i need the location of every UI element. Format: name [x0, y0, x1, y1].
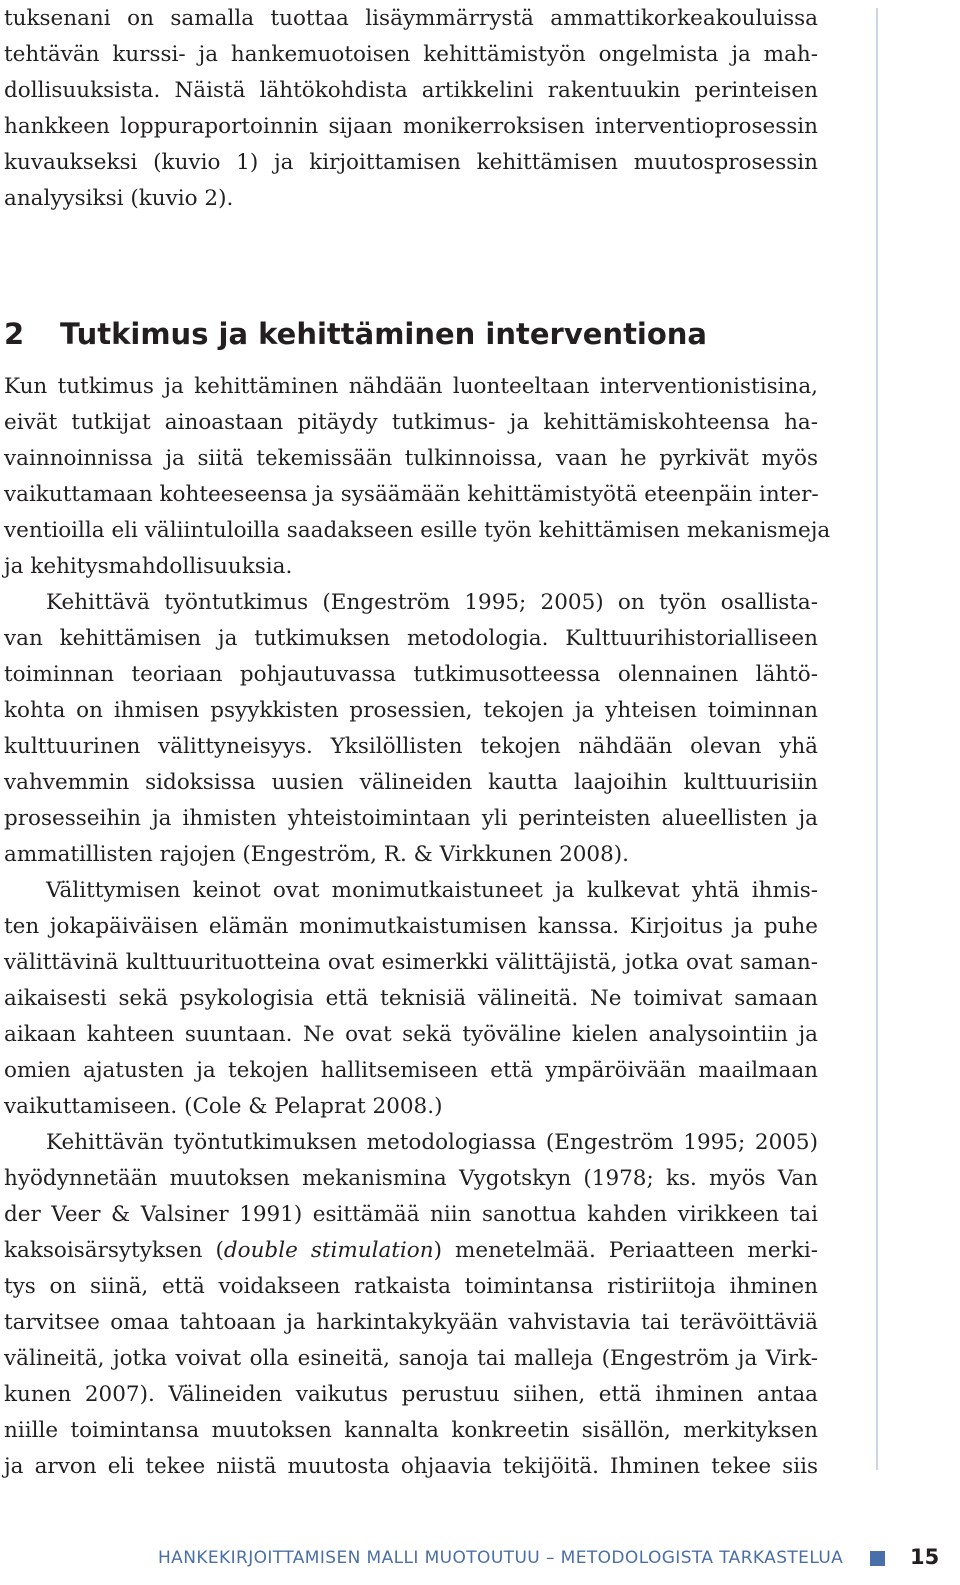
- text-line: ja kehitysmahdollisuuksia.: [4, 554, 293, 579]
- italic-term: double stimulation: [223, 1238, 434, 1263]
- section-number: 2: [4, 317, 25, 351]
- text-line: van kehittämisen ja tutkimuksen metodologia. Kulttuurihistorialliseen: [4, 626, 818, 651]
- text-line: der Veer & Valsiner 1991) esittämää niin sanottua kahden virikkeen tai: [4, 1202, 818, 1227]
- text-line: vainnoinnissa ja siitä tekemissään tulkinnoissa, vaan he pyrkivät myös: [4, 446, 818, 471]
- text-fragment: ) menetelmää. Periaatteen merki-: [433, 1238, 818, 1263]
- margin-rule: [876, 8, 878, 1470]
- text-line: eivät tutkijat ainoastaan pitäydy tutkimus- ja kehittämiskohteensa ha-: [4, 410, 818, 435]
- text-line: ventioilla eli väliintuloilla saadakseen esille työn kehittämisen mekanismeja: [4, 518, 831, 543]
- section-title: Tutkimus ja kehittäminen interventiona: [60, 317, 708, 351]
- section-heading: [4, 312, 707, 356]
- text-line: kunen 2007). Välineiden vaikutus perustuu siihen, että ihminen antaa: [4, 1382, 818, 1407]
- text-line: niille toimintansa muutoksen kannalta konkreetin sisällön, merkityksen: [4, 1418, 818, 1443]
- page-footer: [0, 1540, 960, 1580]
- text-fragment: kaksoisärsytyksen (: [4, 1238, 224, 1263]
- text-line: prosesseihin ja ihmisten yhteistoimintaan yli perinteisten alueellisten ja: [4, 806, 818, 831]
- text-line: Kehittävän työntutkimuksen metodologiassa (Engeström 1995; 2005): [46, 1130, 818, 1155]
- text-line: analyysiksi (kuvio 2).: [4, 186, 234, 211]
- text-line: tuksenani on samalla tuottaa lisäymmärrystä ammattikorkeakouluissa: [4, 6, 818, 31]
- text-line: ammatillisten rajojen (Engeström, R. & Virkkunen 2008).: [4, 842, 630, 867]
- text-line: Välittymisen keinot ovat monimutkaistuneet ja kulkevat yhtä ihmis-: [46, 878, 818, 903]
- text-line: ja arvon eli tekee niistä muutosta ohjaavia tekijöitä. Ihminen tekee siis: [4, 1454, 818, 1479]
- text-line: välittävinä kulttuurituotteina ovat esimerkki välittäjistä, jotka ovat saman-: [4, 950, 818, 975]
- text-line: vaikuttamaan kohteeseensa ja sysäämään kehittämistyötä eteenpäin inter-: [4, 482, 819, 507]
- running-title: HANKEKIRJOITTAMISEN MALLI MUOTOUTUU – METODOLOGISTA TARKASTELUA: [158, 1548, 844, 1568]
- text-line: aikaan kahteen suuntaan. Ne ovat sekä työväline kielen analysointiin ja: [4, 1022, 818, 1047]
- text-line: vaikuttamiseen. (Cole & Pelaprat 2008.): [4, 1094, 443, 1119]
- text-line: [4, 1233, 818, 1269]
- text-line: vahvemmin sidoksissa uusien välineiden kautta laajoihin kulttuurisiin: [4, 770, 818, 795]
- text-line: Kehittävä työntutkimus (Engeström 1995; 2005) on työn osallista-: [46, 590, 818, 615]
- text-line: tehtävän kurssi- ja hankemuotoisen kehittämistyön ongelmista ja mah-: [4, 42, 818, 67]
- text-line: tarvitsee omaa tahtoaan ja harkintakykyään vahvistavia tai terävöittäviä: [4, 1310, 818, 1335]
- text-line: ten jokapäiväisen elämän monimutkaistumisen kanssa. Kirjoitus ja puhe: [4, 914, 818, 939]
- text-line: kohta on ihmisen psyykkisten prosessien, tekojen ja yhteisen toiminnan: [4, 698, 818, 723]
- text-line: omien ajatusten ja tekojen hallitsemiseen että ympäröivään maailmaan: [4, 1058, 818, 1083]
- text-line: välineitä, jotka voivat olla esineitä, sanoja tai malleja (Engeström ja Virk-: [4, 1346, 818, 1371]
- text-line: kulttuurinen välittyneisyys. Yksilöllisten tekojen nähdään olevan yhä: [4, 734, 818, 759]
- page-number: 15: [910, 1545, 940, 1569]
- text-line: aikaisesti sekä psykologisia että teknisiä välineitä. Ne toimivat samaan: [4, 986, 818, 1011]
- text-line: tys on siinä, että voidakseen ratkaista toimintansa ristiriitoja ihminen: [4, 1274, 818, 1299]
- text-line: Kun tutkimus ja kehittäminen nähdään luonteeltaan interventionistisina,: [4, 374, 818, 399]
- square-marker-icon: [870, 1551, 885, 1566]
- text-line: kuvaukseksi (kuvio 1) ja kirjoittamisen kehittämisen muutosprosessin: [4, 150, 818, 175]
- text-line: dollisuuksista. Näistä lähtökohdista artikkelini rakentuukin perinteisen: [4, 78, 818, 103]
- text-line: hyödynnetään muutoksen mekanismina Vygotskyn (1978; ks. myös Van: [4, 1166, 818, 1191]
- text-line: hankkeen loppuraportoinnin sijaan monikerroksisen interventioprosessin: [4, 114, 818, 139]
- text-line: toiminnan teoriaan pohjautuvassa tutkimusotteessa olennainen lähtö-: [4, 662, 818, 687]
